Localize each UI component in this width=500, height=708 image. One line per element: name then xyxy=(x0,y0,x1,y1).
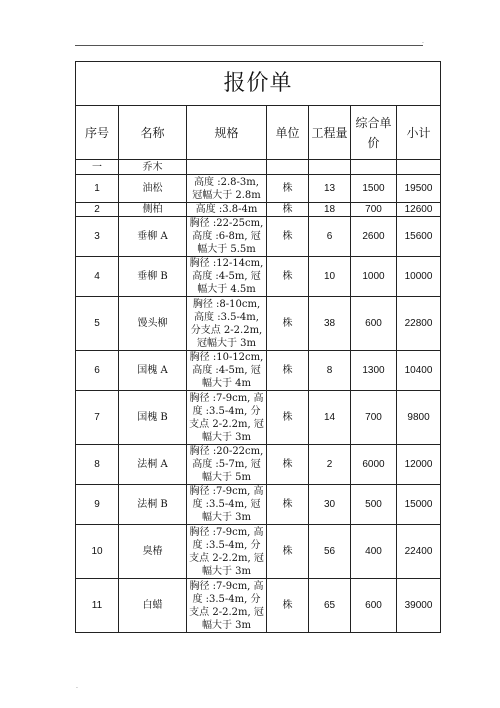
section-no: 一 xyxy=(76,160,119,175)
item-spec: 高度 :2.8-3m, 冠幅大于 2.8m xyxy=(187,175,267,203)
item-unit: 株 xyxy=(267,579,309,633)
table-row xyxy=(76,391,441,445)
item-spec: 胸径 :22-25cm, 高度 :6-8m, 冠幅大于 5.5m xyxy=(187,217,267,257)
item-no: 5 xyxy=(76,297,119,351)
item-no: 7 xyxy=(76,391,119,445)
item-price: 2600 xyxy=(351,217,397,257)
item-qty: 6 xyxy=(309,217,351,257)
table-row xyxy=(76,579,441,633)
item-qty: 8 xyxy=(309,351,351,391)
item-total: 12600 xyxy=(397,203,441,217)
item-unit: 株 xyxy=(267,217,309,257)
item-no: 1 xyxy=(76,175,119,203)
item-name: 馒头柳 xyxy=(119,297,187,351)
quote-table xyxy=(75,61,441,633)
item-total: 22400 xyxy=(397,525,441,579)
item-qty: 65 xyxy=(309,579,351,633)
item-price: 500 xyxy=(351,485,397,525)
header-cell-qty: 工程量 xyxy=(309,106,351,160)
item-total: 15000 xyxy=(397,485,441,525)
table-row xyxy=(76,485,441,525)
item-name: 法桐 B xyxy=(119,485,187,525)
page-mark-top: . xyxy=(422,38,424,45)
item-name: 垂柳 B xyxy=(119,257,187,297)
section-row xyxy=(76,160,441,175)
table-row xyxy=(76,525,441,579)
table-row xyxy=(76,175,441,203)
item-price: 600 xyxy=(351,297,397,351)
item-total: 22800 xyxy=(397,297,441,351)
header-cell-unit: 单位 xyxy=(267,106,309,160)
item-total: 39000 xyxy=(397,579,441,633)
item-spec: 胸径 :8-10cm, 高度 :3.5-4m, 分支点 2-2.2m, 冠幅大于 3m xyxy=(187,297,267,351)
header-cell-spec: 规格 xyxy=(187,106,267,160)
item-name: 国槐 A xyxy=(119,351,187,391)
item-unit: 株 xyxy=(267,485,309,525)
item-no: 9 xyxy=(76,485,119,525)
item-qty: 14 xyxy=(309,391,351,445)
item-name: 臭椿 xyxy=(119,525,187,579)
item-unit: 株 xyxy=(267,391,309,445)
section-name: 乔木 xyxy=(119,160,187,175)
table-row xyxy=(76,203,441,217)
item-name: 法桐 A xyxy=(119,445,187,485)
section-empty xyxy=(351,160,397,175)
table-row xyxy=(76,257,441,297)
item-no: 2 xyxy=(76,203,119,217)
item-no: 10 xyxy=(76,525,119,579)
item-unit: 株 xyxy=(267,257,309,297)
item-no: 3 xyxy=(76,217,119,257)
item-name: 油松 xyxy=(119,175,187,203)
item-unit: 株 xyxy=(267,297,309,351)
header-row xyxy=(76,106,441,160)
section-empty xyxy=(309,160,351,175)
item-qty: 18 xyxy=(309,203,351,217)
header-cell-no: 序号 xyxy=(76,106,119,160)
item-unit: 株 xyxy=(267,445,309,485)
item-price: 700 xyxy=(351,203,397,217)
item-no: 8 xyxy=(76,445,119,485)
item-spec: 胸径 :10-12cm, 高度 :4-5m, 冠幅大于 4m xyxy=(187,351,267,391)
item-total: 10000 xyxy=(397,257,441,297)
item-qty: 13 xyxy=(309,175,351,203)
item-name: 白蜡 xyxy=(119,579,187,633)
item-total: 10400 xyxy=(397,351,441,391)
header-cell-name: 名称 xyxy=(119,106,187,160)
item-name: 国槐 B xyxy=(119,391,187,445)
item-total: 9800 xyxy=(397,391,441,445)
section-empty xyxy=(397,160,441,175)
item-qty: 30 xyxy=(309,485,351,525)
document-title: 报价单 xyxy=(76,62,441,106)
item-no: 11 xyxy=(76,579,119,633)
table-row xyxy=(76,445,441,485)
item-no: 6 xyxy=(76,351,119,391)
item-spec: 胸径 :7-9cm, 高度 :3.5-4m, 分支点 2-2.2m, 冠幅大于 3m xyxy=(187,391,267,445)
table-row xyxy=(76,297,441,351)
item-spec: 胸径 :20-22cm, 高度 :5-7m, 冠幅大于 5m xyxy=(187,445,267,485)
item-spec: 胸径 :7-9cm, 高度 :3.5-4m, 分支点 2-2.2m, 冠幅大于 3m xyxy=(187,525,267,579)
section-empty xyxy=(267,160,309,175)
item-spec: 胸径 :7-9cm, 高度 :3.5-4m, 冠幅大于 3m xyxy=(187,485,267,525)
item-name: 侧柏 xyxy=(119,203,187,217)
item-spec: 胸径 :12-14cm, 高度 :4-5m, 冠幅大于 4.5m xyxy=(187,257,267,297)
item-price: 600 xyxy=(351,579,397,633)
item-price: 700 xyxy=(351,391,397,445)
item-total: 19500 xyxy=(397,175,441,203)
item-price: 1000 xyxy=(351,257,397,297)
section-empty xyxy=(187,160,267,175)
item-qty: 10 xyxy=(309,257,351,297)
item-price: 400 xyxy=(351,525,397,579)
header-cell-total: 小计 xyxy=(397,106,441,160)
item-price: 1500 xyxy=(351,175,397,203)
header-rule xyxy=(75,45,423,46)
item-qty: 38 xyxy=(309,297,351,351)
item-spec: 胸径 :7-9cm, 高度 :3.5-4m, 分支点 2-2.2m, 冠幅大于 3m xyxy=(187,579,267,633)
item-qty: 2 xyxy=(309,445,351,485)
item-unit: 株 xyxy=(267,175,309,203)
item-unit: 株 xyxy=(267,351,309,391)
item-price: 1300 xyxy=(351,351,397,391)
item-price: 6000 xyxy=(351,445,397,485)
item-unit: 株 xyxy=(267,525,309,579)
item-name: 垂柳 A xyxy=(119,217,187,257)
item-no: 4 xyxy=(76,257,119,297)
item-spec: 高度 :3.8-4m xyxy=(187,203,267,217)
item-total: 12000 xyxy=(397,445,441,485)
page-mark-bottom: . xyxy=(76,683,78,690)
table-row xyxy=(76,351,441,391)
item-total: 15600 xyxy=(397,217,441,257)
table-row xyxy=(76,217,441,257)
header-cell-price: 综合单价 xyxy=(351,106,397,160)
item-qty: 56 xyxy=(309,525,351,579)
item-unit: 株 xyxy=(267,203,309,217)
